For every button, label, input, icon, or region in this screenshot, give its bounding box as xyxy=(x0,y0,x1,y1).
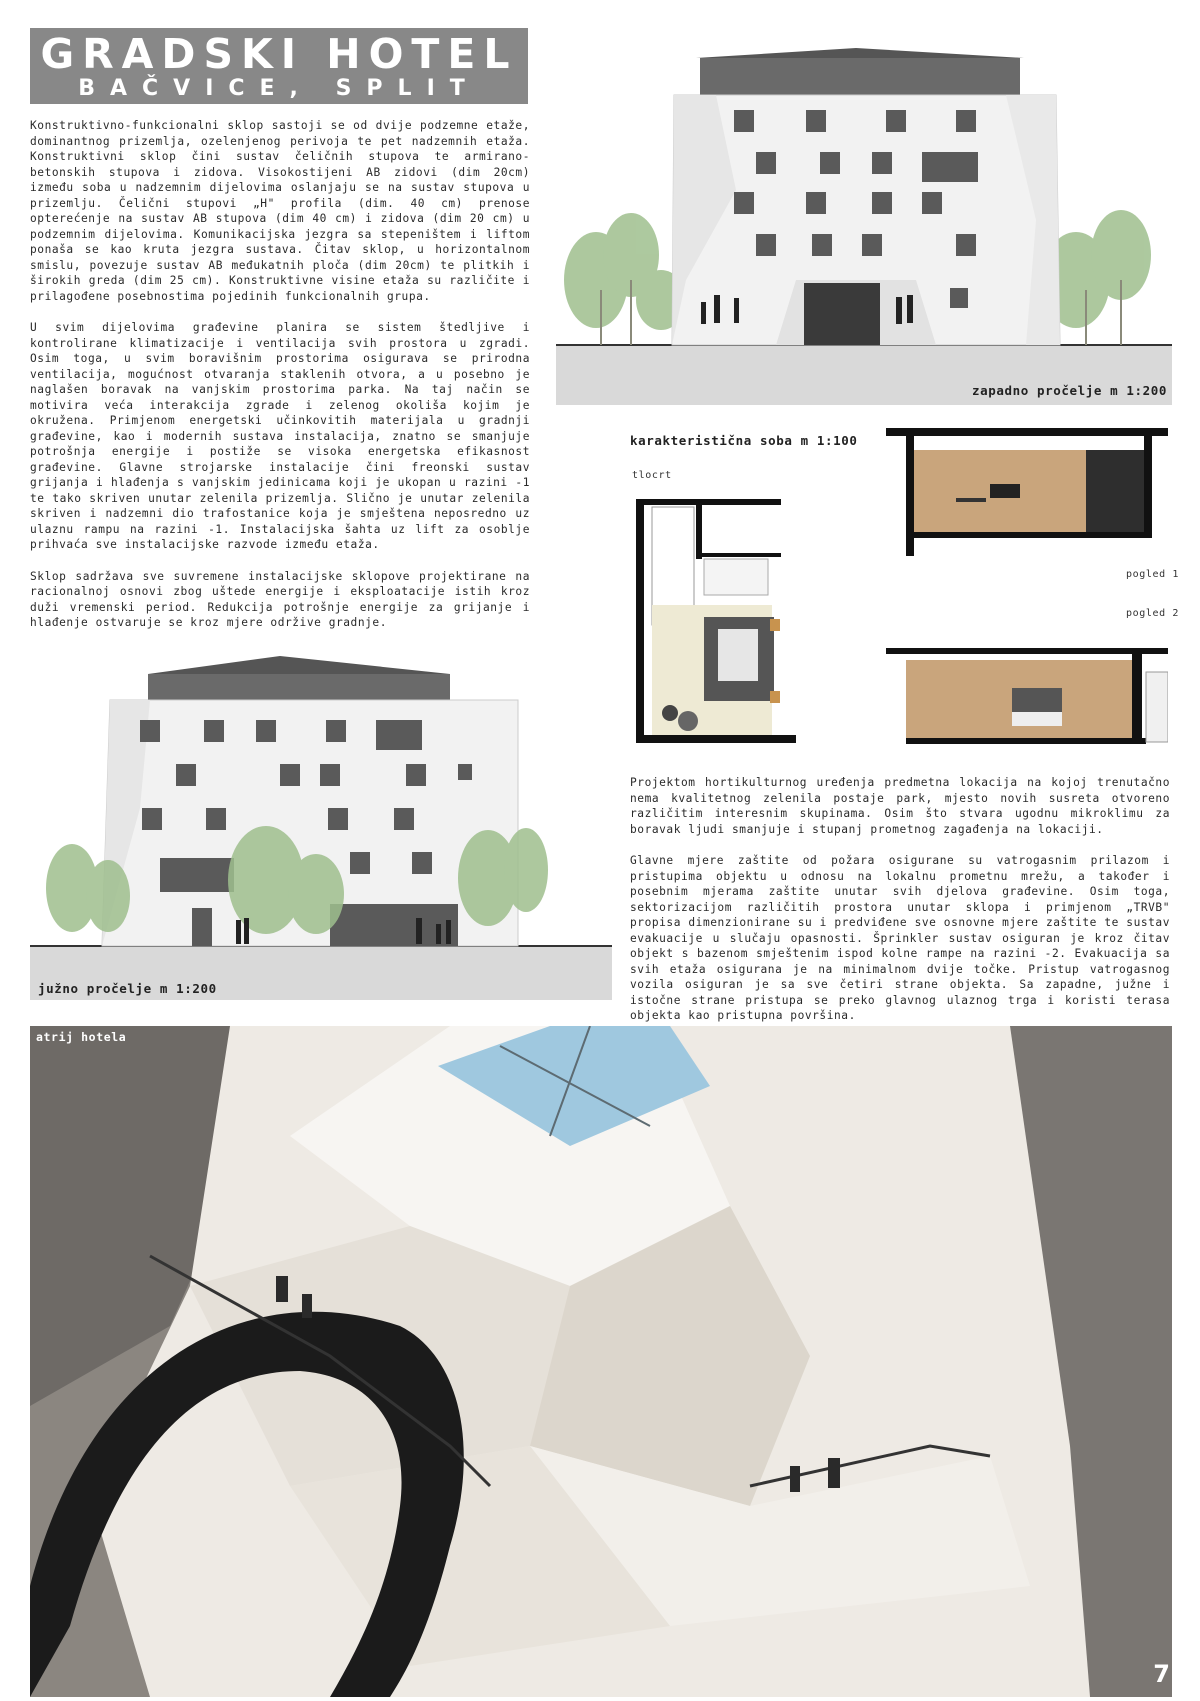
paragraph-horticulture: Projektom hortikulturnog uređenja predmetna lokacija na kojoj trenutačno nema kvalitetnog zelenila postaje park, mjesto novih susreta otvoreno različitim interesnim skupinama. Osim što stvara ugodnu mikroklimu za boravak ljudi smanjuje i stupanj prometnog zagađenja na lokaciji. xyxy=(630,776,1170,836)
paragraph-fire-safety: Glavne mjere zaštite od požara osigurane su vatrogasnim prilazom i pristupima objektu u odnosu na lokalnu prometnu mrežu, a također i posebnim mjerama zaštite unutar svih djelova građevine. Osim toga, sektorizacijom različitih prostora unutar sklopa i primjenom „TRVB" propisa dimenzionirane su i predviđene sve osnovne mjere zaštite te sustav evakuacije u slučaju opasnosti. Šprinkler sustav osiguran je kroz čitav objekt s bazenom smještenim ispod kolne rampe na razini -2. Evakuacija sa svih etaža osigurana je na minimalnom dvije točke. Pristup vatrogasnog vozila osiguran je sa sve četiri strane objekta. Sa zapadne, južne i istočne strane pristupa se preko glavnog ulaznog trga i koristi terasa objekta kao pristupna površina. xyxy=(630,854,1170,1022)
south-elevation-caption: južno pročelje m 1:200 xyxy=(38,981,217,996)
atrium-image xyxy=(30,1026,1172,1697)
title-location: BAČVICE, SPLIT xyxy=(78,76,480,101)
paragraph-structure: Konstruktivno-funkcionalni sklop sastoji se od dvije podzemne etaže, dominantnog prizemlja, ozelenjenog perivoja te pet nadzemnih etaža. Konstruktivni sklop čini sustav čeličnih stupova te armirano-betonskih stupova i zidova. Visokostijeni AB zidovi (dim 20cm) između soba u nadzemnim dijelovima oslanjaju se na sustav stupova u prizemlju. Čelični stupovi „H" profila (dim. 40 cm) prenose opterećenje na sustav AB stupova (dim 40 cm) i zidova (dim 20 cm) u podzemnim dijelovima. Komunikacijska jezgra sa stepeništem i liftom ponaša se kao kruta jezgra sustava. Čitav sklop, u horizontalnom smislu, povezuje sustav AB međukatnih ploča (dim 20cm) te plitkih i širokih greda (dim 25 cm). Konstruktivne visine etaža su različite i prilagođene posebnostima pojedinih funkcionalnih grupa. xyxy=(30,119,530,303)
west-elevation-drawing xyxy=(556,40,1172,405)
west-elevation-panel xyxy=(556,40,1172,405)
room-title: karakteristična soba m 1:100 xyxy=(630,433,858,448)
west-elevation-caption: zapadno pročelje m 1:200 xyxy=(972,383,1168,398)
room-view-2 xyxy=(886,632,1168,760)
left-text-column xyxy=(30,118,530,647)
right-text-column xyxy=(630,775,1170,1040)
title-main: GRADSKI HOTEL xyxy=(40,30,518,78)
floor-plan-label: tlocrt xyxy=(632,470,672,481)
room-floor-plan xyxy=(632,495,797,760)
title-block xyxy=(30,28,528,104)
view-1-label: pogled 1 xyxy=(1126,569,1179,580)
room-view-1 xyxy=(886,428,1168,556)
view-2-label: pogled 2 xyxy=(1126,608,1179,619)
page-number: 7 xyxy=(1153,1660,1170,1688)
south-elevation-panel xyxy=(30,648,612,1000)
paragraph-energy: Sklop sadržava sve suvremene instalacijske sklopove projektirane na racionalnoj osnovi zbog uštede energije i eksploatacije istih kroz duži vremenski period. Redukcija potrošnje energije za grijanje i hlađenje ostvaruje se kroz mjere održive gradnje. xyxy=(30,569,530,629)
atrium-caption: atrij hotela xyxy=(36,1030,127,1044)
atrium-render xyxy=(30,1026,1172,1698)
paragraph-installations: U svim dijelovima građevine planira se sistem štedljive i kontrolirane klimatizacije i ventilacija svih prostora u zgradi. Osim toga, u svim boravišnim prostorima osigurava se prirodna ventilacija, mogućnost otvaranja staklenih otvora, a u posebno je naglašen boravak na vanjskim prostorima parka. Na taj način se motivira veća interakcija zgrade i zelenog okoliša kojim je okružena. Primjenom energetski učinkovitih materijala u gradnji građevine, kao i modernih sustava instalacija, znatno se smanjuje potrošnja energije i postiže se visoka energetska efikasnost građevine. Glavne strojarske instalacije čini freonski sustav grijanja i hlađenja s vanjskim jedinicama koji je ukopan u razini -1 te tako skriven unutar zelenila prizemlja. Slično je unutar zelenila skriven i nadzemni dio trafostanice koja je smještena neposredno uz ulaznu rampu na razini -1. Instalacijska šahta uz lift za osoblje prihvaća sve instalacijske razvode između etaža. xyxy=(30,321,530,551)
